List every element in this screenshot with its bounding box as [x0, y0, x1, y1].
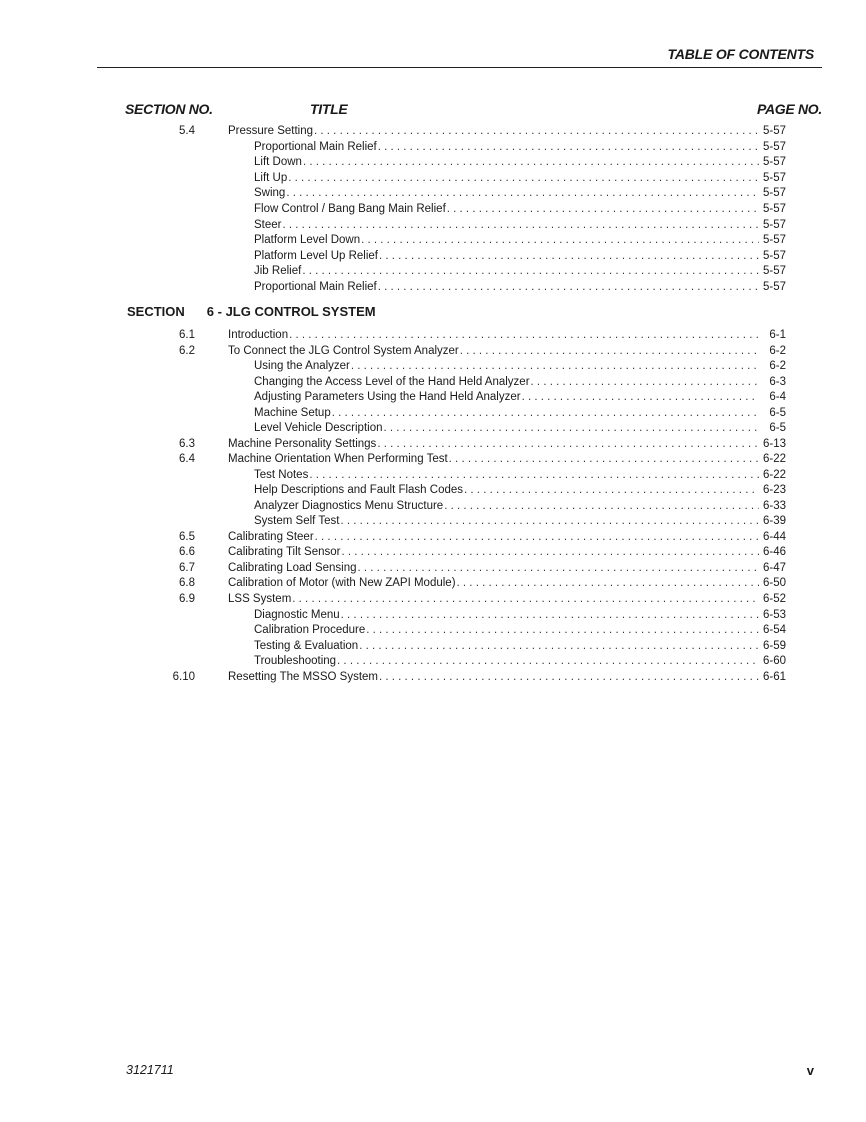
toc-entry-page: 5-57: [762, 265, 786, 278]
toc-entry-line: [254, 483, 786, 499]
toc-entry[interactable]: [0, 249, 866, 265]
toc-entry-title: Test Notes: [254, 468, 309, 481]
toc-entry[interactable]: [0, 623, 866, 639]
column-heading-title: TITLE: [310, 101, 348, 117]
toc-entry[interactable]: [0, 171, 866, 187]
toc-entry-page: 6-53: [762, 608, 786, 621]
dot-leader: [449, 452, 759, 468]
toc-entry-title: Flow Control / Bang Bang Main Relief: [254, 203, 446, 215]
toc-entry-line: [254, 421, 786, 437]
toc-entry-page: 6-52: [762, 593, 786, 605]
toc-entry[interactable]: [0, 140, 866, 156]
dot-leader: [303, 155, 759, 171]
toc-entry-title: Lift Down: [254, 156, 302, 169]
toc-entry-line: [254, 280, 786, 296]
toc-entry[interactable]: [0, 328, 866, 344]
toc-entry-number: 6.6: [179, 546, 195, 559]
toc-entry-title: Changing the Access Level of the Hand Held Analyzer: [254, 375, 530, 388]
toc-entry-page: 6-39: [762, 515, 786, 528]
toc-entry-page: 5-57: [762, 281, 786, 293]
toc-entry-page: 5-57: [762, 140, 786, 153]
toc-entry-title: Jib Relief: [254, 265, 302, 278]
toc-entry-line: [228, 344, 786, 360]
toc-entry-line: [254, 171, 786, 187]
toc-entry-line: [228, 576, 786, 592]
toc-entry[interactable]: [0, 437, 866, 453]
dot-leader: [358, 561, 759, 577]
toc-entry-title: Troubleshooting: [254, 655, 337, 668]
toc-entry-title: Analyzer Diagnostics Menu Structure: [254, 499, 444, 512]
toc-entry-title: Lift Up: [254, 171, 288, 184]
dot-leader: [379, 249, 759, 265]
toc-entry-title: To Connect the JLG Control System Analyzer: [228, 344, 459, 357]
toc-entry-title: Using the Analyzer: [254, 360, 350, 373]
toc-entry-page: 6-22: [762, 453, 786, 466]
toc-entry-title: Help Descriptions and Fault Flash Codes: [254, 484, 464, 497]
toc-entry-title: Calibrating Steer: [228, 530, 314, 543]
toc-entry-page: 6-22: [762, 468, 786, 481]
toc-entry-line: [254, 155, 786, 171]
toc-entry-title: Calibration of Motor (with New ZAPI Module): [228, 577, 456, 590]
toc-entry[interactable]: [0, 514, 866, 530]
toc-entry[interactable]: [0, 421, 866, 437]
toc-entry-number: 6.1: [179, 329, 195, 341]
toc-entry[interactable]: [0, 124, 866, 140]
toc-entry-title: Pressure Setting: [228, 125, 314, 137]
dot-leader: [378, 140, 759, 156]
dot-leader: [444, 499, 759, 515]
toc-entry-line: [254, 375, 786, 391]
footer-doc-number: 3121711: [126, 1063, 174, 1077]
dot-leader: [366, 623, 759, 639]
dot-leader: [302, 264, 759, 280]
toc-entry-page: 5-57: [762, 249, 786, 262]
toc-entry-title: Proportional Main Relief: [254, 140, 377, 153]
dot-leader: [522, 390, 759, 406]
footer-page-number: v: [806, 1063, 814, 1078]
toc-entry-number: 6.7: [179, 561, 195, 574]
dot-leader: [315, 530, 759, 546]
dot-leader: [351, 359, 759, 375]
dot-leader: [361, 233, 759, 249]
toc-entry-line: [228, 561, 786, 577]
toc-entry-title: Calibrating Tilt Sensor: [228, 546, 341, 559]
toc-entry-page: 5-57: [762, 203, 786, 215]
toc-entry-title: Introduction: [228, 329, 289, 341]
toc-entry-line: [254, 390, 786, 406]
toc-entry[interactable]: [0, 280, 866, 296]
dot-leader: [292, 592, 759, 608]
toc-entry-title: Machine Orientation When Performing Test: [228, 453, 448, 466]
dot-leader: [288, 171, 759, 187]
toc-entry-line: [228, 545, 786, 561]
toc-entry-line: [254, 233, 786, 249]
toc-entry[interactable]: [0, 639, 866, 655]
toc-entry-line: [254, 468, 786, 484]
dot-leader: [531, 375, 759, 391]
toc-entry[interactable]: [0, 545, 866, 561]
toc-entry-line: [254, 654, 786, 670]
toc-entry[interactable]: [0, 186, 866, 202]
toc-entry-number: 6.9: [179, 593, 195, 605]
toc-entry-page: 6-44: [762, 530, 786, 543]
toc-entry[interactable]: [0, 406, 866, 422]
toc-entry-page: 5-57: [762, 125, 786, 137]
toc-entry-page: 6-4: [769, 391, 786, 404]
toc-entry-title: Calibrating Load Sensing: [228, 561, 357, 574]
toc-entry-page: 6-60: [762, 655, 786, 668]
toc-entry-number: 6.10: [172, 670, 195, 683]
toc-entry[interactable]: [0, 561, 866, 577]
toc-entry-page: 6-23: [762, 484, 786, 497]
toc-entry-number: 6.3: [179, 437, 195, 450]
toc-entry[interactable]: [0, 592, 866, 608]
toc-entry-title: Level Vehicle Description: [254, 422, 383, 435]
toc-entry[interactable]: [0, 264, 866, 280]
toc-entry-line: [228, 592, 786, 608]
toc-entry-page: 6-50: [762, 577, 786, 590]
toc-entry-line: [228, 328, 786, 344]
toc-entry-page: 6-61: [762, 670, 786, 683]
toc-entry-page: 6-2: [769, 360, 786, 373]
toc-entry[interactable]: [0, 576, 866, 592]
toc-entry-line: [254, 218, 786, 234]
dot-leader: [359, 639, 759, 655]
toc-entry[interactable]: [0, 608, 866, 624]
toc-entry-line: [254, 639, 786, 655]
section-6-title: 6 - JLG CONTROL SYSTEM: [206, 304, 376, 319]
toc-entry-page: 6-5: [769, 422, 786, 435]
toc-entry-title: Platform Level Up Relief: [254, 249, 378, 262]
toc-entry[interactable]: [0, 233, 866, 249]
toc-entry-title: Swing: [254, 187, 286, 200]
dot-leader: [332, 406, 759, 422]
toc-entry-number: 5.4: [179, 125, 195, 137]
toc-entry-title: Calibration Procedure: [254, 624, 366, 637]
toc-entry[interactable]: [0, 202, 866, 218]
toc-entry-line: [228, 530, 786, 546]
toc-entry-page: 5-57: [762, 218, 786, 231]
dot-leader: [379, 670, 759, 686]
toc-entry[interactable]: [0, 654, 866, 670]
toc-entry-line: [254, 406, 786, 422]
toc-entry-line: [228, 124, 786, 140]
toc-entry[interactable]: [0, 670, 866, 686]
toc-entry[interactable]: [0, 468, 866, 484]
dot-leader: [309, 468, 759, 484]
toc-entry[interactable]: [0, 499, 866, 515]
toc-entry-page: 6-54: [762, 624, 786, 637]
toc-entry-title: Testing & Evaluation: [254, 639, 359, 652]
toc-entry-line: [254, 140, 786, 156]
dot-leader: [337, 654, 759, 670]
toc-entry-title: System Self Test: [254, 515, 340, 528]
toc-entry-page: 5-57: [762, 234, 786, 247]
header-rule: [97, 67, 822, 68]
section-word: SECTION: [127, 304, 185, 319]
dot-leader: [460, 344, 759, 360]
toc-entry-title: LSS System: [228, 593, 292, 605]
toc-entry-title: Diagnostic Menu: [254, 608, 340, 621]
dot-leader: [384, 421, 760, 437]
dot-leader: [286, 186, 759, 202]
toc-entry-number: 6.8: [179, 577, 195, 590]
toc-entry-line: [254, 202, 786, 218]
toc-entry-line: [254, 608, 786, 624]
toc-entry-line: [228, 670, 786, 686]
dot-leader: [283, 218, 760, 234]
toc-entry-line: [254, 264, 786, 280]
dot-leader: [314, 124, 759, 140]
toc-entry-line: [228, 437, 786, 453]
toc-entry-page: 6-46: [762, 546, 786, 559]
toc-entry-page: 5-57: [762, 187, 786, 200]
toc-entry-number: 6.4: [179, 453, 195, 466]
toc-entry[interactable]: [0, 344, 866, 360]
toc-entry-page: 6-47: [762, 561, 786, 574]
toc-entry-title: Machine Setup: [254, 406, 331, 419]
toc-entry[interactable]: [0, 483, 866, 499]
toc-entry-page: 6-2: [769, 344, 786, 357]
toc-entry[interactable]: [0, 218, 866, 234]
dot-leader: [377, 437, 759, 453]
column-headings: [125, 101, 822, 119]
toc-entry-page: 6-33: [762, 499, 786, 512]
toc-entry[interactable]: [0, 155, 866, 171]
toc-entry-title: Steer: [254, 218, 282, 231]
toc-entry-line: [254, 623, 786, 639]
toc-entry-line: [254, 186, 786, 202]
toc-entry-number: 6.2: [179, 344, 195, 357]
toc-entry-line: [254, 249, 786, 265]
dot-leader: [341, 608, 759, 624]
toc-entry[interactable]: [0, 390, 866, 406]
toc-entry-page: 6-3: [769, 375, 786, 388]
toc-entry-line: [228, 452, 786, 468]
dot-leader: [289, 328, 759, 344]
toc-entry-line: [254, 499, 786, 515]
dot-leader: [342, 545, 760, 561]
toc-entry[interactable]: [0, 530, 866, 546]
toc-entry-page: 6-5: [769, 406, 786, 419]
toc-entry-page: 6-59: [762, 639, 786, 652]
toc-entry-title: Proportional Main Relief: [254, 281, 377, 293]
toc-entry-page: 5-57: [762, 171, 786, 184]
toc-entry-title: Platform Level Down: [254, 234, 361, 247]
column-heading-page: PAGE NO.: [756, 101, 822, 117]
toc-entry-line: [254, 514, 786, 530]
toc-entry[interactable]: [0, 452, 866, 468]
dot-leader: [340, 514, 759, 530]
toc-entry-title: Machine Personality Settings: [228, 437, 377, 450]
column-heading-section: SECTION NO.: [125, 101, 213, 117]
dot-leader: [378, 280, 759, 296]
section-6-heading: [127, 304, 376, 319]
toc-entry-page: 6-13: [762, 437, 786, 450]
dot-leader: [457, 576, 759, 592]
toc-entry-title: Adjusting Parameters Using the Hand Held Analyzer: [254, 391, 521, 404]
toc-entry-title: Resetting The MSSO System: [228, 670, 378, 683]
header-title: TABLE OF CONTENTS: [667, 46, 814, 62]
toc-entry-line: [254, 359, 786, 375]
toc-entry-number: 6.5: [179, 530, 195, 543]
dot-leader: [464, 483, 759, 499]
toc-entry[interactable]: [0, 359, 866, 375]
toc-entry-page: 6-1: [769, 329, 786, 341]
toc-entry-page: 5-57: [762, 156, 786, 169]
toc-entry[interactable]: [0, 375, 866, 391]
dot-leader: [447, 202, 759, 218]
